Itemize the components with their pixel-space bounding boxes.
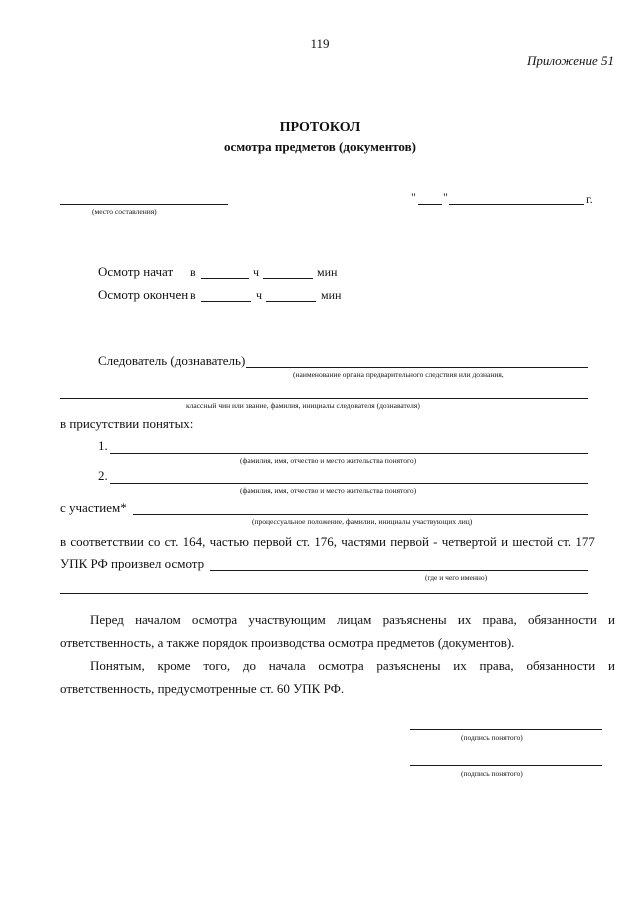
document-title: ПРОТОКОЛ [279,120,361,135]
start-min-line[interactable] [263,278,313,279]
investigator-line-1[interactable] [246,367,588,368]
investigator-line-2[interactable] [60,398,588,399]
participation-line[interactable] [133,514,588,515]
start-h: ч [253,265,260,279]
witness-2-number: 2. [98,468,108,483]
inspect-line-2[interactable] [60,593,588,594]
signature-line-1[interactable] [410,729,602,730]
investigator-caption-2: классный чин или звание, фамилия, инициалы следователя (дознавателя) [186,401,420,410]
end-hour-line[interactable] [201,301,251,302]
upk-text: УПК РФ произвел осмотр [60,556,205,571]
start-hour-line[interactable] [201,278,249,279]
signature-line-2[interactable] [410,765,602,766]
start-in: в [190,265,196,279]
place-field-line[interactable] [60,204,228,205]
witnesses-label: в присутствии понятых: [60,416,194,431]
inspect-line-1[interactable] [210,570,588,571]
page-number: 119 [310,36,330,51]
end-min-line[interactable] [266,301,316,302]
start-min: мин [317,265,338,279]
end-min: мин [321,288,342,302]
end-in: в [190,288,196,302]
witness-2-caption: (фамилия, имя, отчество и место жительства понятого) [240,486,417,495]
witness-2-line[interactable] [110,483,588,484]
witness-1-line[interactable] [110,453,588,454]
date-day-line[interactable] [418,204,442,205]
participation-label: с участием* [60,500,127,515]
inspection-start-label: Осмотр начат [98,264,174,279]
rights-paragraph: Перед началом осмотра участвующим лицам разъяснены их права, обязанности и ответственность, а также порядок производства осмотра предметов (документов). [60,612,615,650]
investigator-caption-1: (наименование органа предварительного следствия или дознания, [293,370,504,379]
witness-1-number: 1. [98,438,108,453]
end-h: ч [256,288,263,302]
investigator-label: Следователь (дознаватель) [98,353,246,368]
witness-1-caption: (фамилия, имя, отчество и место жительства понятого) [240,456,417,465]
date-suffix: г. [586,192,593,206]
participation-caption: (процессуальное положение, фамилии, инициалы участвующих лиц) [252,517,473,526]
date-quote-close: " [443,190,448,204]
witness-rights-paragraph: Понятым, кроме того, до начала осмотра разъяснены их права, обязанности и ответственность, предусмотренные ст. 60 УПК РФ. [60,658,615,696]
date-quote-open: " [411,190,416,204]
appendix-label: Приложение 51 [526,53,614,68]
date-month-line[interactable] [449,204,584,205]
signature-caption-1: (подпись понятого) [461,733,523,742]
inspect-caption: (где и чего именно) [425,573,488,582]
place-caption: (место составления) [92,207,157,216]
accordance-text: в соответствии со ст. 164, частью первой ст. 176, частями первой - четвертой и шестой ст. 177 [60,534,595,549]
inspection-end-label: Осмотр окончен [98,287,189,302]
document-subtitle: осмотра предметов (документов) [224,139,416,154]
signature-caption-2: (подпись понятого) [461,769,523,778]
